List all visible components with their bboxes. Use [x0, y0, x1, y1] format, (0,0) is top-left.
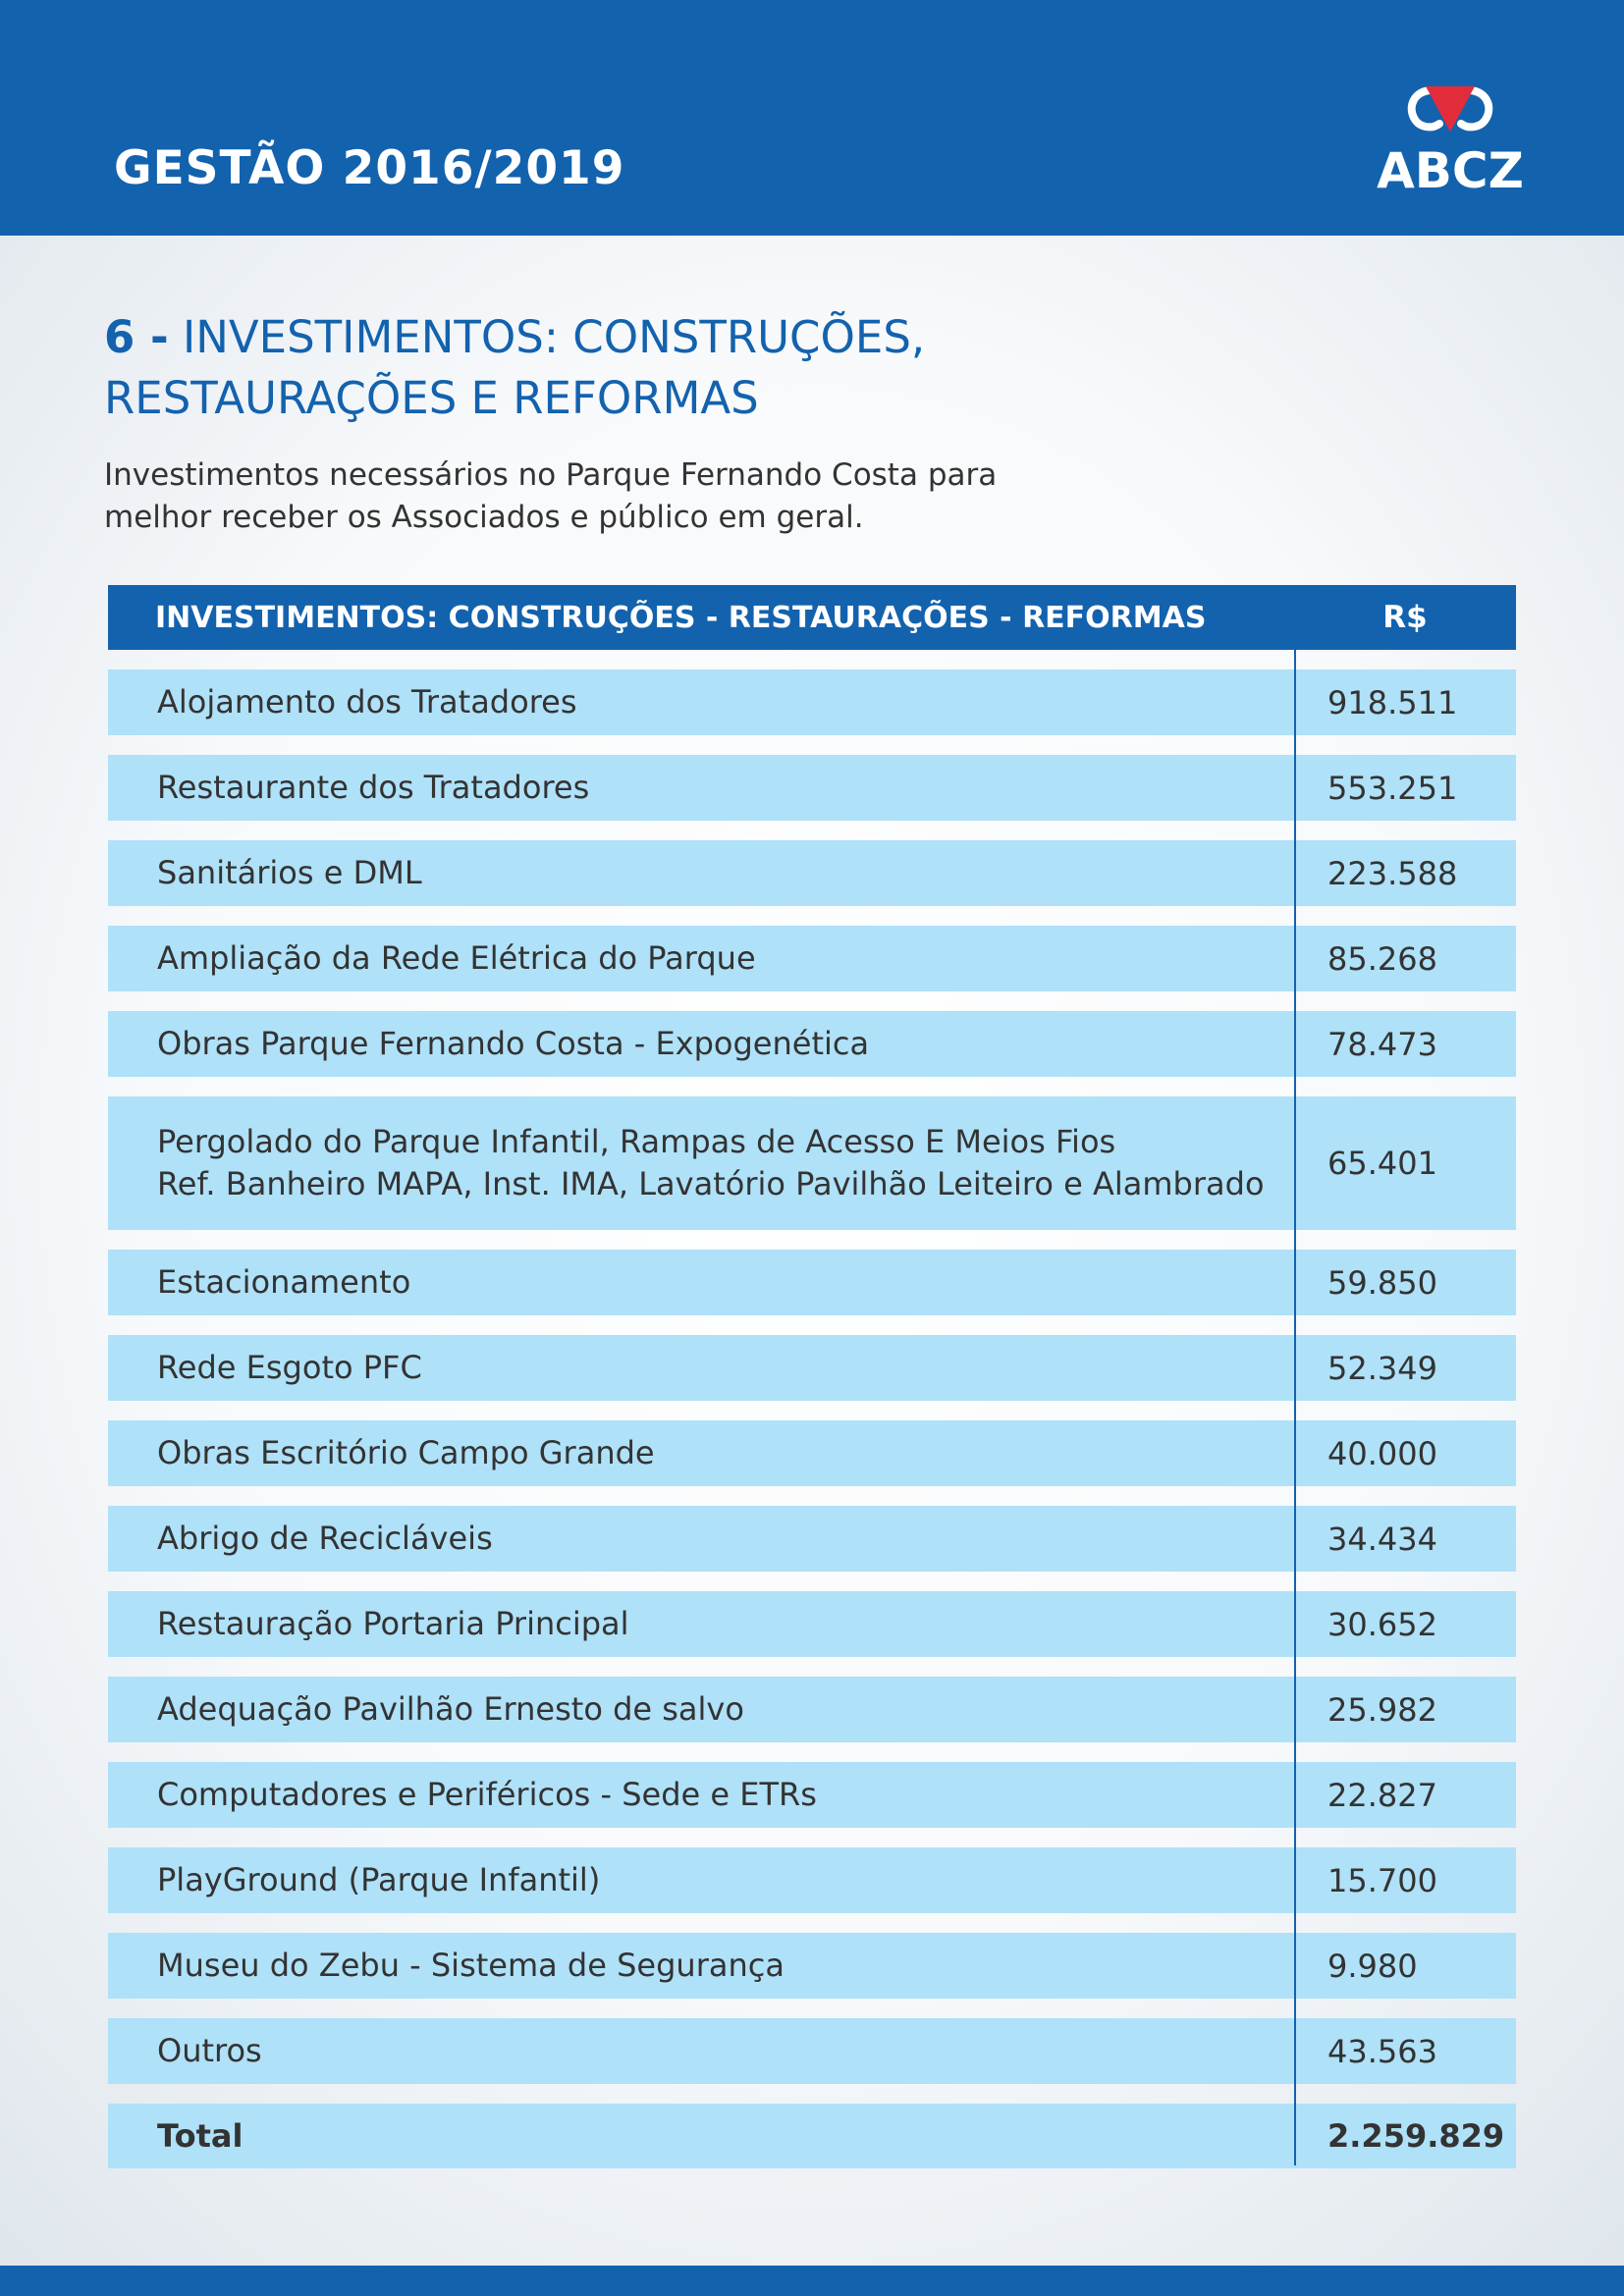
table-row [108, 1506, 1516, 1572]
table-row [108, 1250, 1516, 1315]
row-value: 43.563 [1327, 2032, 1437, 2070]
investments-table [108, 585, 1516, 2188]
row-value: 34.434 [1327, 1520, 1437, 1558]
table-row [108, 755, 1516, 821]
row-value: 40.000 [1327, 1434, 1437, 1472]
row-description: Obras Parque Fernando Costa - Expogenética [157, 1025, 870, 1062]
row-description: Rede Esgoto PFC [157, 1349, 422, 1386]
intro-line-2: melhor receber os Associados e público em geral. [104, 500, 864, 535]
column-header-investments: INVESTIMENTOS: CONSTRUÇÕES - RESTAURAÇÕES - REFORMAS [155, 600, 1207, 635]
row-description: Abrigo de Recicláveis [157, 1520, 493, 1557]
intro-text [104, 454, 997, 539]
table-row [108, 1591, 1516, 1657]
table-row [108, 926, 1516, 991]
table-row [108, 669, 1516, 735]
row-description: Outros [157, 2032, 262, 2069]
row-value: 25.982 [1327, 1690, 1437, 1729]
table-total-row [108, 2104, 1516, 2168]
row-value: 30.652 [1327, 1605, 1437, 1643]
row-value: 65.401 [1327, 1145, 1437, 1182]
row-description: Ampliação da Rede Elétrica do Parque [157, 939, 756, 977]
column-divider [1294, 585, 1296, 2165]
row-description: Estacionamento [157, 1263, 411, 1301]
section-title-line-1: INVESTIMENTOS: CONSTRUÇÕES, [182, 311, 926, 363]
row-description: Alojamento dos Tratadores [157, 683, 577, 721]
row-value: 15.700 [1327, 1861, 1437, 1899]
row-description: Adequação Pavilhão Ernesto de salvo [157, 1690, 744, 1728]
row-value: 553.251 [1327, 769, 1458, 807]
column-header-value: R$ [1382, 600, 1428, 635]
row-value: 9.980 [1327, 1947, 1418, 1985]
total-label: Total [157, 2116, 244, 2155]
table-row [108, 1762, 1516, 1828]
table-row [108, 1847, 1516, 1913]
row-value: 918.511 [1327, 683, 1458, 721]
row-value: 85.268 [1327, 939, 1437, 978]
footer-bar [0, 2266, 1624, 2296]
table-row [108, 1677, 1516, 1742]
table-row [108, 1335, 1516, 1401]
table-row [108, 1096, 1516, 1230]
row-value: 22.827 [1327, 1776, 1437, 1814]
table-row [108, 1933, 1516, 1999]
row-description: Restaurante dos Tratadores [157, 769, 590, 806]
section-title [104, 307, 925, 429]
row-description-line-1: Pergolado do Parque Infantil, Rampas de Acesso E Meios Fios [157, 1123, 1116, 1160]
table-row [108, 1011, 1516, 1077]
total-value: 2.259.829 [1327, 2117, 1505, 2155]
abcz-logo [1367, 80, 1534, 198]
row-description: Museu do Zebu - Sistema de Segurança [157, 1947, 785, 1984]
page-header [0, 0, 1624, 236]
row-description: PlayGround (Parque Infantil) [157, 1861, 601, 1898]
row-value: 78.473 [1327, 1025, 1437, 1063]
logo-text: ABCZ [1377, 142, 1524, 199]
table-row [108, 2018, 1516, 2084]
table-header-row [108, 585, 1516, 650]
row-description: Computadores e Periféricos - Sede e ETRs [157, 1776, 817, 1813]
row-description-line-2: Ref. Banheiro MAPA, Inst. IMA, Lavatório Pavilhão Leiteiro e Alambrado [157, 1165, 1265, 1202]
zebu-horns-icon [1406, 80, 1494, 141]
header-title: GESTÃO 2016/2019 [114, 141, 625, 195]
row-description: Sanitários e DML [157, 854, 422, 891]
row-value: 59.850 [1327, 1263, 1437, 1302]
row-value: 52.349 [1327, 1349, 1437, 1387]
intro-line-1: Investimentos necessários no Parque Fernando Costa para [104, 457, 998, 493]
section-number: 6 - [104, 311, 169, 363]
table-row [108, 840, 1516, 906]
row-description: Obras Escritório Campo Grande [157, 1434, 655, 1471]
section-title-line-2: RESTAURAÇÕES E REFORMAS [104, 372, 759, 424]
row-description [108, 1121, 1294, 1205]
table-row [108, 1420, 1516, 1486]
row-value: 223.588 [1327, 854, 1458, 892]
row-description: Restauração Portaria Principal [157, 1605, 629, 1642]
